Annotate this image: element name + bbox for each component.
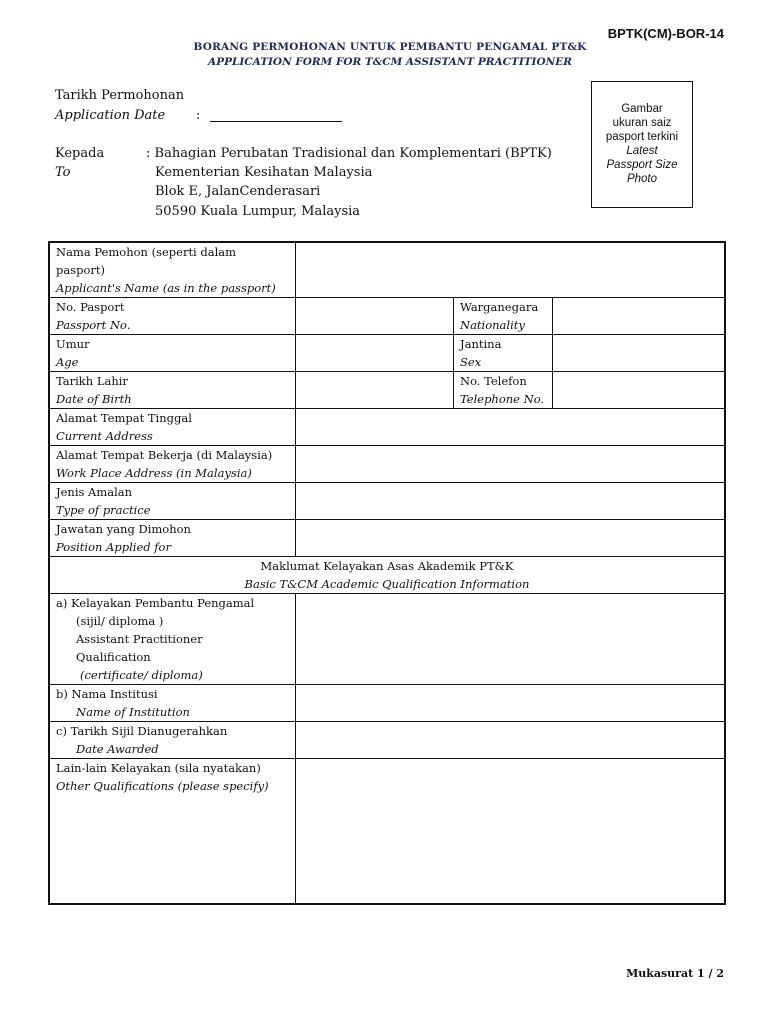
qualification-b-input[interactable] bbox=[296, 685, 726, 722]
qualification-a-line-4: Qualification bbox=[76, 650, 151, 664]
practice-label-cell bbox=[49, 483, 296, 520]
application-form-table bbox=[48, 241, 726, 905]
qualification-c-input[interactable] bbox=[296, 722, 726, 759]
practice-label-ms: Jenis Amalan bbox=[56, 485, 133, 499]
nationality-label-ms: Warganegara bbox=[460, 300, 539, 314]
phone-label-en: Telephone No. bbox=[460, 392, 545, 406]
table-row bbox=[49, 372, 725, 409]
photo-text-6: Photo bbox=[626, 173, 658, 185]
work-address-label-en: Work Place Address (in Malaysia) bbox=[56, 466, 252, 480]
qualification-section-header bbox=[49, 557, 725, 594]
qualification-header-ms: Maklumat Kelayakan Asas Akademik PT&K bbox=[260, 559, 514, 573]
age-label-cell bbox=[49, 335, 296, 372]
practice-input[interactable] bbox=[296, 483, 726, 520]
name-label-cell bbox=[49, 242, 296, 298]
sex-label-ms: Jantina bbox=[460, 337, 502, 351]
phone-label-ms: No. Telefon bbox=[460, 374, 527, 388]
dob-label-en: Date of Birth bbox=[56, 392, 132, 406]
table-row bbox=[49, 520, 725, 557]
application-date-label-ms: Tarikh Permohonan bbox=[55, 88, 185, 103]
form-code: BPTK(CM)-BOR-14 bbox=[607, 26, 724, 41]
qualification-a-line-5: (certificate/ diploma) bbox=[80, 668, 203, 682]
sex-label-en: Sex bbox=[460, 355, 482, 369]
position-label-ms: Jawatan yang Dimohon bbox=[56, 522, 191, 536]
qualification-a-label-cell bbox=[49, 594, 296, 685]
age-label-ms: Umur bbox=[56, 337, 90, 351]
qualification-a-line-1: a) Kelayakan Pembantu Pengamal bbox=[56, 596, 255, 610]
other-qualifications-label-en: Other Qualifications (please specify) bbox=[56, 779, 269, 793]
table-row bbox=[49, 446, 725, 483]
table-row bbox=[49, 483, 725, 520]
table-row bbox=[49, 759, 725, 904]
work-address-label-cell bbox=[49, 446, 296, 483]
qualification-a-line-3: Assistant Practitioner bbox=[76, 632, 203, 646]
address-label-en: Current Address bbox=[56, 429, 153, 443]
recipient-line-4: 50590 Kuala Lumpur, Malaysia bbox=[155, 204, 361, 219]
table-row bbox=[49, 685, 725, 722]
page-number: Mukasurat 1 / 2 bbox=[626, 967, 724, 980]
name-label-en: Applicant's Name (as in the passport) bbox=[56, 281, 276, 295]
recipient-line-2: Kementerian Kesihatan Malaysia bbox=[155, 165, 373, 180]
qualification-c-label-cell bbox=[49, 722, 296, 759]
qualification-header-en: Basic T&CM Academic Qualification Information bbox=[244, 577, 530, 591]
table-row bbox=[49, 557, 725, 594]
address-label-ms: Alamat Tempat Tinggal bbox=[56, 411, 192, 425]
application-date-colon: : bbox=[196, 108, 201, 123]
table-row bbox=[49, 242, 725, 298]
dob-label-ms: Tarikh Lahir bbox=[56, 374, 128, 388]
work-address-label-ms: Alamat Tempat Bekerja (di Malaysia) bbox=[56, 448, 273, 462]
position-input[interactable] bbox=[296, 520, 726, 557]
nationality-label-en: Nationality bbox=[460, 318, 525, 332]
passport-photo-box[interactable] bbox=[591, 81, 693, 208]
other-qualifications-input[interactable] bbox=[296, 759, 726, 904]
table-row bbox=[49, 335, 725, 372]
qualification-c-line-1: c) Tarikh Sijil Dianugerahkan bbox=[56, 724, 228, 738]
table-row bbox=[49, 594, 725, 685]
passport-label-cell bbox=[49, 298, 296, 335]
qualification-b-line-2: Name of Institution bbox=[76, 705, 190, 719]
photo-text-3: pasport terkini bbox=[605, 131, 679, 143]
work-address-input[interactable] bbox=[296, 446, 726, 483]
dob-label-cell bbox=[49, 372, 296, 409]
recipient-line-3: Blok E, JalanCenderasari bbox=[155, 184, 321, 199]
name-input[interactable] bbox=[296, 242, 726, 298]
passport-input[interactable] bbox=[296, 298, 454, 335]
position-label-en: Position Applied for bbox=[56, 540, 171, 554]
passport-label-ms: No. Pasport bbox=[56, 300, 125, 314]
table-row bbox=[49, 722, 725, 759]
table-row bbox=[49, 409, 725, 446]
other-qualifications-label-cell bbox=[49, 759, 296, 904]
photo-text-4: Latest bbox=[626, 145, 658, 157]
qualification-b-label-cell bbox=[49, 685, 296, 722]
dob-input[interactable] bbox=[296, 372, 454, 409]
name-label-ms-1: Nama Pemohon (seperti dalam bbox=[56, 245, 237, 259]
recipient-line-1: : Bahagian Perubatan Tradisional dan Komplementari (BPTK) bbox=[146, 146, 552, 161]
age-label-en: Age bbox=[56, 355, 79, 369]
application-date-label-en: Application Date bbox=[55, 108, 166, 123]
phone-label-cell bbox=[454, 372, 553, 409]
form-title-malay: BORANG PERMOHONAN UNTUK PEMBANTU PENGAMAL PT&K bbox=[193, 41, 587, 53]
nationality-input[interactable] bbox=[553, 298, 726, 335]
to-label-ms: Kepada bbox=[55, 146, 105, 161]
nationality-label-cell bbox=[454, 298, 553, 335]
to-label-en: To bbox=[55, 165, 71, 180]
name-label-ms-2: pasport) bbox=[56, 263, 106, 277]
table-row bbox=[49, 298, 725, 335]
passport-label-en: Passport No. bbox=[56, 318, 131, 332]
photo-text-1: Gambar bbox=[621, 103, 663, 115]
qualification-c-line-2: Date Awarded bbox=[76, 742, 159, 756]
qualification-a-input[interactable] bbox=[296, 594, 726, 685]
address-label-cell bbox=[49, 409, 296, 446]
sex-input[interactable] bbox=[553, 335, 726, 372]
practice-label-en: Type of practice bbox=[56, 503, 151, 517]
qualification-a-line-2: (sijil/ diploma ) bbox=[76, 614, 164, 628]
form-title-english: APPLICATION FORM FOR T&CM ASSISTANT PRACTITIONER bbox=[208, 56, 572, 68]
qualification-b-line-1: b) Nama Institusi bbox=[56, 687, 158, 701]
photo-text-5: Passport Size bbox=[606, 159, 678, 171]
age-input[interactable] bbox=[296, 335, 454, 372]
other-qualifications-label-ms: Lain-lain Kelayakan (sila nyatakan) bbox=[56, 761, 261, 775]
photo-text-2: ukuran saiz bbox=[612, 117, 672, 129]
position-label-cell bbox=[49, 520, 296, 557]
phone-input[interactable] bbox=[553, 372, 726, 409]
application-date-field[interactable] bbox=[210, 121, 342, 122]
sex-label-cell bbox=[454, 335, 553, 372]
address-input[interactable] bbox=[296, 409, 726, 446]
